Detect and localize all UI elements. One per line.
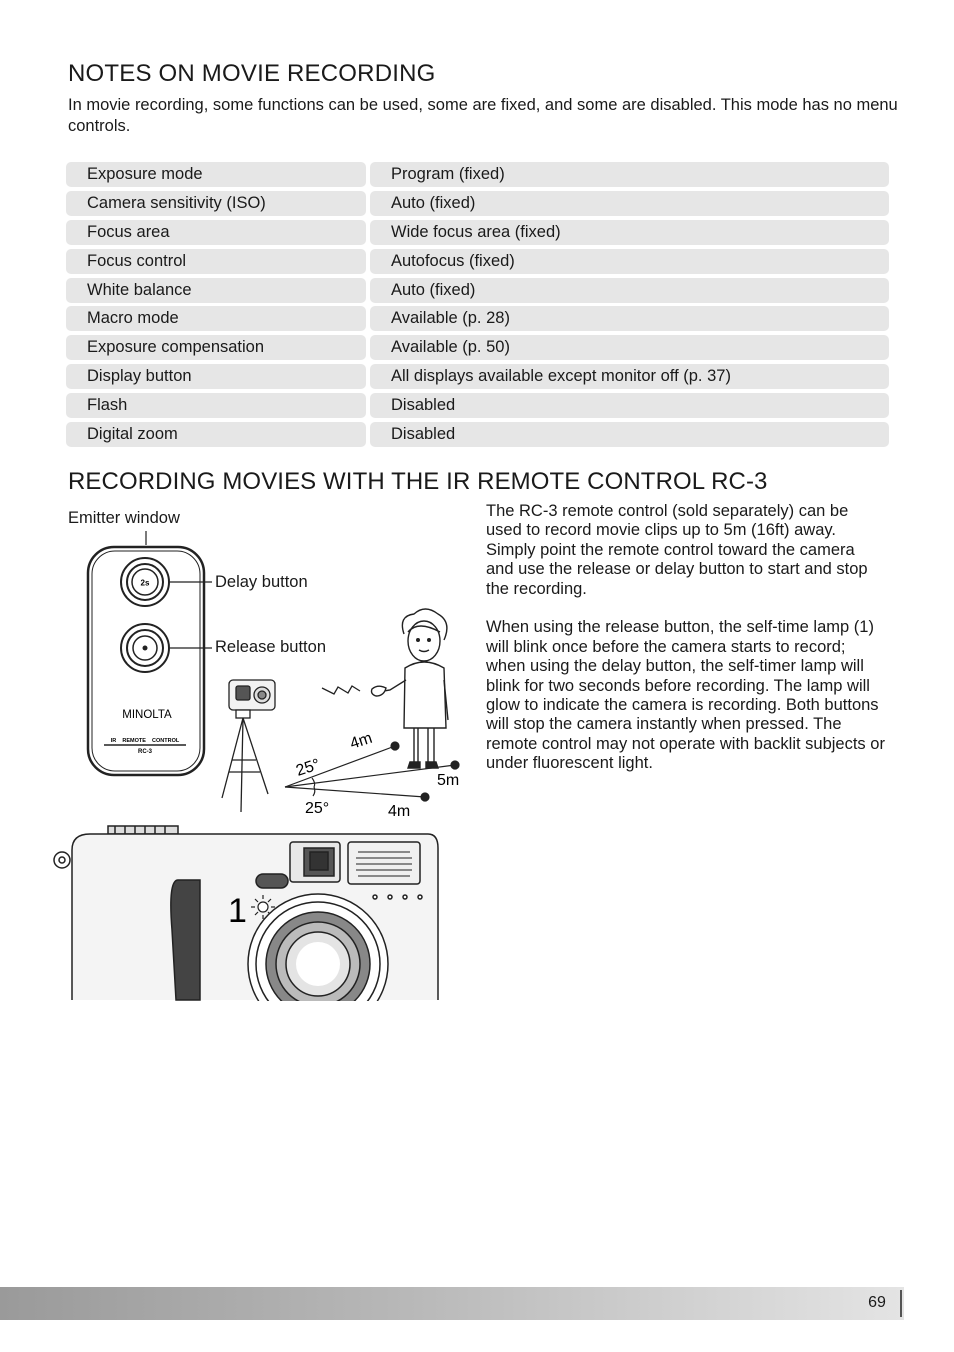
page-number: 69 bbox=[868, 1294, 886, 1311]
status-cell: Autofocus (fixed) bbox=[370, 249, 889, 274]
delay-button-text: 2s bbox=[140, 578, 150, 588]
function-cell: Macro mode bbox=[66, 306, 366, 331]
distance-upper-label: 4m bbox=[347, 729, 375, 753]
angle-lower-label: 25° bbox=[305, 800, 330, 817]
function-cell: Exposure compensation bbox=[66, 335, 366, 360]
function-cell: Focus area bbox=[66, 220, 366, 245]
function-cell: Flash bbox=[66, 393, 366, 418]
function-cell: Exposure mode bbox=[66, 162, 366, 187]
section-title-ir-remote: RECORDING MOVIES WITH THE IR REMOTE CONTROL RC-3 bbox=[68, 468, 768, 495]
function-cell: Display button bbox=[66, 364, 366, 389]
distance-center-label: 5m bbox=[437, 772, 460, 789]
status-cell: Available (p. 50) bbox=[370, 335, 889, 360]
footer-divider bbox=[900, 1290, 902, 1317]
ir-signal-icon bbox=[322, 686, 360, 694]
distance-lower-label: 4m bbox=[388, 803, 411, 820]
remote-ir-text: IR REMOTE CONTROL bbox=[110, 738, 180, 744]
status-cell: Available (p. 28) bbox=[370, 306, 889, 331]
function-cell: Camera sensitivity (ISO) bbox=[66, 191, 366, 216]
status-cell: Disabled bbox=[370, 422, 889, 447]
self-timer-lamp-callout: 1 bbox=[228, 892, 247, 930]
status-cell: Wide focus area (fixed) bbox=[370, 220, 889, 245]
delay-button-icon bbox=[121, 558, 169, 606]
function-cell: Focus control bbox=[66, 249, 366, 274]
intro-paragraph: In movie recording, some functions can be used, some are fixed, and some are disabled. This mode has no menu controls. bbox=[68, 96, 898, 135]
status-cell: Auto (fixed) bbox=[370, 278, 889, 303]
status-cell: Disabled bbox=[370, 393, 889, 418]
footer-bar bbox=[0, 1287, 904, 1320]
person-icon bbox=[372, 609, 449, 768]
remote-control-icon bbox=[88, 531, 212, 775]
section-title-movie-notes: NOTES ON MOVIE RECORDING bbox=[68, 60, 436, 87]
remote-brand-logo: MINOLTA bbox=[122, 709, 172, 721]
status-cell: All displays available except monitor off (p. 37) bbox=[370, 364, 889, 389]
status-cell: Auto (fixed) bbox=[370, 191, 889, 216]
tripod-camera-icon bbox=[222, 680, 275, 812]
angle-upper-label: 25° bbox=[293, 756, 323, 780]
remote-model-text: RC-3 bbox=[137, 749, 153, 755]
function-cell: Digital zoom bbox=[66, 422, 366, 447]
status-cell: Program (fixed) bbox=[370, 162, 889, 187]
delay-button-label: Delay button bbox=[215, 573, 308, 591]
remote-paragraph-1: The RC-3 remote control (sold separately) can be used to record movie clips up to 5m (16ft) away. Simply point the remote control toward the camera and use the release or delay button to start and stop the recording. bbox=[486, 502, 868, 598]
release-button-icon bbox=[121, 624, 169, 672]
remote-paragraph-2: When using the release button, the self-time lamp (1) will blink once before the camera starts to record; when using the delay button, the self-timer lamp will blink for two seconds before recording. The lamp will glow to indicate the camera is recording. Both buttons will stop the camera instantly when pressed. The remote control may not operate with backlit subjects or under fluorescent light. bbox=[486, 618, 885, 773]
function-cell: White balance bbox=[66, 278, 366, 303]
release-button-label: Release button bbox=[215, 638, 326, 656]
emitter-window-label: Emitter window bbox=[68, 509, 180, 527]
